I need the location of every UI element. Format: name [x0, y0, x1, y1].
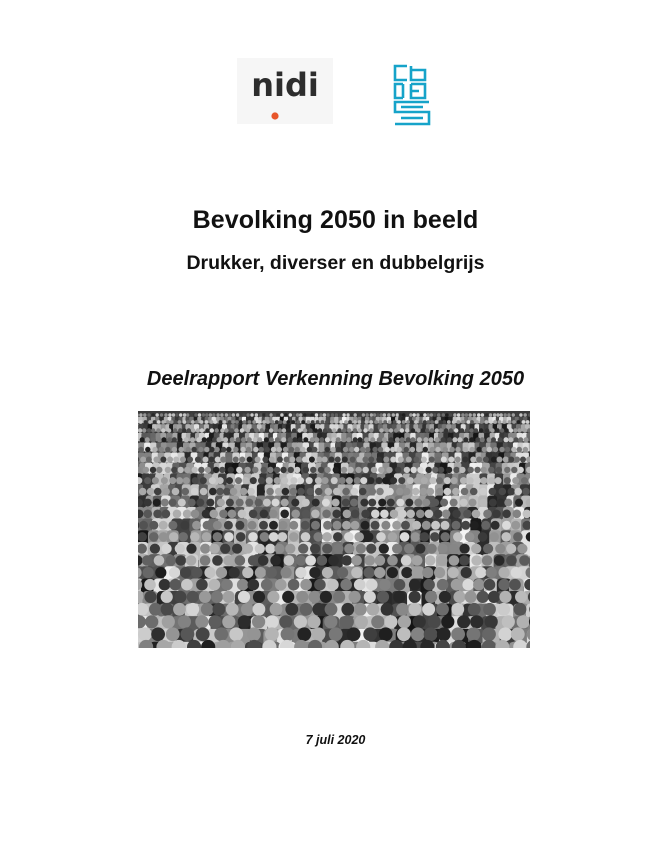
- crowd-photo: [138, 411, 530, 648]
- nidi-logo: [237, 58, 333, 124]
- cbs-logo: [391, 64, 433, 126]
- page-subtitle: Drukker, diverser en dubbelgrijs: [186, 252, 485, 274]
- report-date: 7 juli 2020: [305, 733, 366, 747]
- page-title: Bevolking 2050 in beeld: [192, 206, 479, 234]
- nidi-logo-text: nidi: [251, 66, 319, 104]
- nidi-logo-dot: [271, 112, 278, 119]
- report-name: Deelrapport Verkenning Bevolking 2050: [146, 368, 525, 390]
